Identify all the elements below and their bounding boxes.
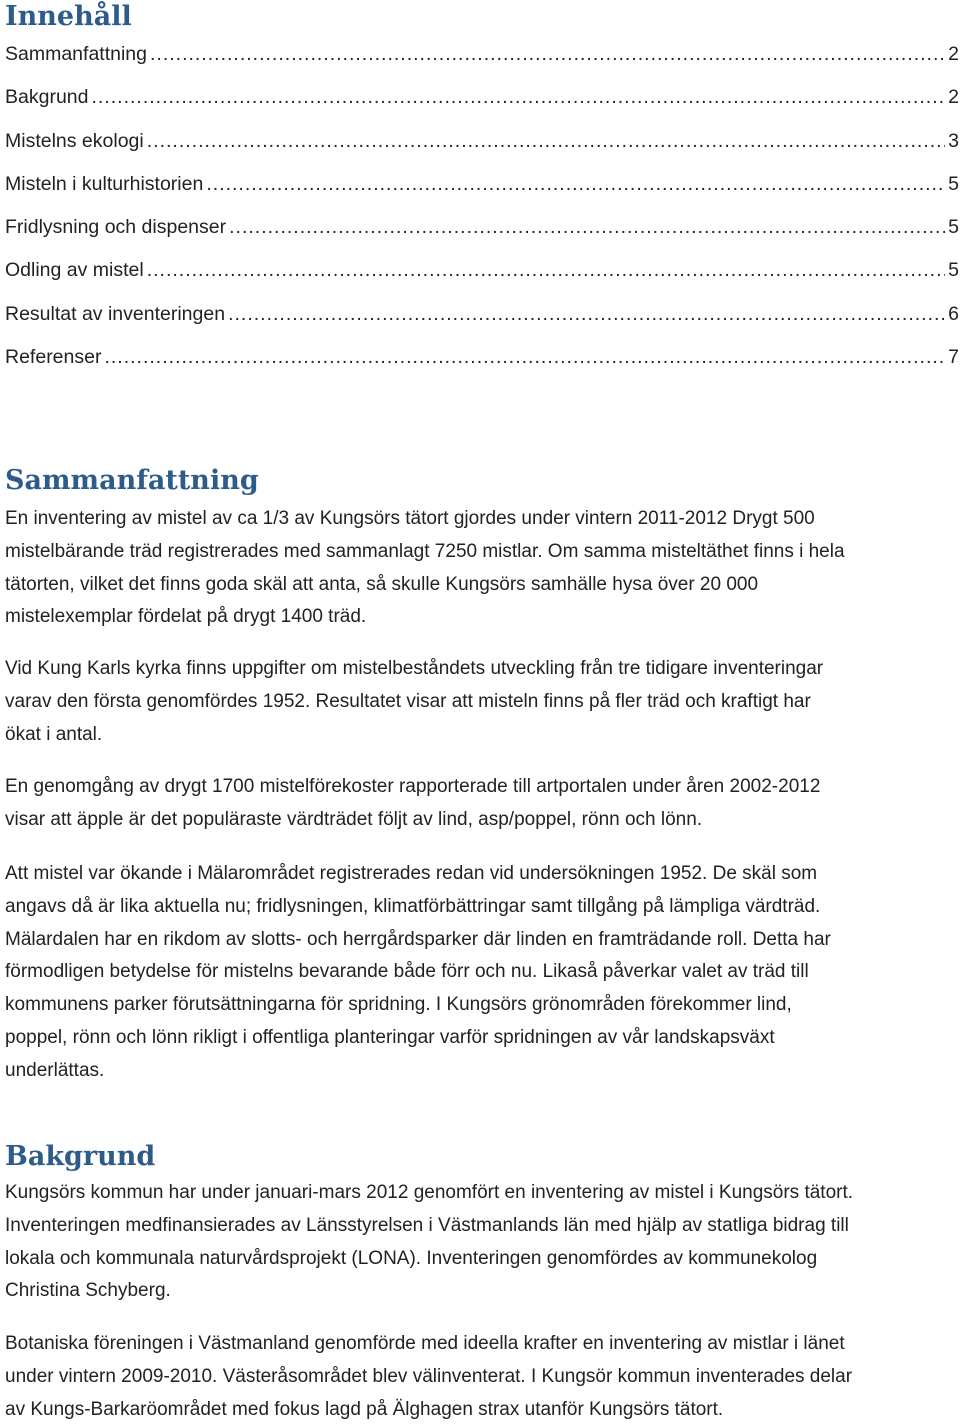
paragraph [5, 503, 845, 634]
toc-entry-mistelns-ekologi[interactable] [5, 120, 959, 163]
toc-leader-dots [150, 33, 945, 76]
toc-entry-page: 2 [948, 86, 959, 109]
text-line: visar att äpple är det populäraste värdträdet följt av lind, asp/poppel, rönn och lönn. [5, 808, 703, 830]
toc-entry-odling[interactable] [5, 249, 959, 292]
toc-entry-kulturhistorien[interactable] [5, 163, 959, 206]
text-line: underlättas. [5, 1059, 105, 1081]
toc-leader-dots [147, 249, 945, 292]
text-line: En genomgång av drygt 1700 mistelförekoster rapporterade till artportalen under åren 2002-2012 [5, 776, 821, 797]
text-line: Mälardalen har en rikdom av slotts- och herrgårdsparker där linden en framträdande roll. Detta har [5, 928, 831, 950]
text-line: tätorten, vilket det finns goda skäl att anta, så skulle Kungsörs samhälle hysa över 20 000 [5, 573, 759, 595]
toc-entry-page: 5 [948, 259, 959, 282]
toc-entry-referenser[interactable] [5, 336, 959, 379]
paragraph [5, 858, 831, 1088]
toc-heading: Innehåll [5, 1, 132, 32]
section-heading-bakgrund: Bakgrund [5, 1141, 156, 1172]
text-line: Kungsörs kommun har under januari-mars 2012 genomfört en inventering av mistel i Kungsörs tätort. [5, 1182, 854, 1203]
toc-leader-dots [104, 336, 945, 379]
toc-leader-dots [206, 163, 945, 206]
toc-leader-dots [147, 120, 945, 163]
toc-entry-bakgrund[interactable] [5, 76, 959, 119]
text-line: Vid Kung Karls kyrka finns uppgifter om mistelbeståndets utveckling från tre tidigare inventeringar [5, 658, 824, 679]
text-line: förmodligen betydelse för mistelns bevarande både förr och nu. Likaså påverkar valet av träd till [5, 961, 809, 983]
paragraph [5, 653, 823, 751]
text-line: angavs då är lika aktuella nu; fridlysningen, klimatförbättringar samt tillgång på lämpliga värdträd. [5, 895, 821, 917]
toc-entry-label: Referenser [5, 346, 102, 369]
toc-entry-resultat[interactable] [5, 293, 959, 336]
text-line: av Kungs-Barkaröområdet med fokus lagd på Älghagen strax utanför Kungsörs tätort. [5, 1398, 724, 1420]
toc-entry-page: 5 [948, 172, 959, 195]
toc-leader-dots [228, 293, 945, 336]
text-line: Inventeringen medfinansierades av Länsstyrelsen i Västmanlands län med hjälp av statliga bidrag till [5, 1214, 849, 1236]
text-line: lokala och kommunala naturvårdsprojekt (LONA). Inventeringen genomfördes av kommunekolog [5, 1247, 818, 1269]
paragraph [5, 1177, 853, 1308]
text-line: poppel, rönn och lönn rikligt i offentliga planteringar varför spridningen av vår landskapsväxt [5, 1026, 775, 1048]
toc-entry-label: Sammanfattning [5, 43, 147, 65]
text-line: En inventering av mistel av ca 1/3 av Kungsörs tätort gjordes under vintern 2011-2012 Drygt 500 [5, 508, 815, 529]
paragraph [5, 1328, 852, 1426]
toc-entry-page: 7 [948, 346, 959, 369]
text-line: ökat i antal. [5, 723, 103, 745]
toc-leader-dots [91, 76, 945, 119]
text-line: mistelexemplar fördelat på drygt 1400 träd. [5, 606, 367, 628]
text-line: mistelbärande träd registrerades med sammanlagt 7250 mistlar. Om samma misteltäthet finns i hela [5, 540, 845, 562]
text-line: under vintern 2009-2010. Västeråsområdet blev välinventerat. I Kungsör kommun inventerades delar [5, 1365, 853, 1387]
toc-entry-label: Odling av mistel [5, 259, 144, 282]
toc-entry-label: Fridlysning och dispenser [5, 216, 227, 239]
text-line: varav den första genomfördes 1952. Resultatet visar att misteln finns på fler träd och kraftigt har [5, 690, 811, 712]
toc-entry-label: Mistelns ekologi [5, 129, 144, 152]
toc-entry-page: 6 [948, 302, 959, 325]
text-line: Christina Schyberg. [5, 1280, 171, 1302]
toc-entry-page: 3 [948, 129, 959, 152]
text-line: kommunens parker förutsättningarna för spridning. I Kungsörs grönområden förekommer lind, [5, 994, 792, 1016]
paragraph [5, 771, 820, 837]
toc-entry-page: 5 [948, 216, 959, 239]
toc-entry-sammanfattning[interactable] [5, 33, 959, 76]
toc-leader-dots [229, 206, 945, 249]
toc-entry-label: Misteln i kulturhistorien [5, 172, 204, 195]
toc-entry-label: Resultat av inventeringen [5, 302, 226, 325]
section-heading-sammanfattning: Sammanfattning [5, 465, 259, 496]
toc-entry-label: Bakgrund [5, 86, 89, 109]
toc-entry-fridlysning[interactable] [5, 206, 959, 249]
toc-entry-page: 2 [948, 43, 959, 65]
text-line: Botaniska föreningen i Västmanland genomförde med ideella krafter en inventering av mistlar i länet [5, 1333, 845, 1354]
text-line: Att mistel var ökande i Mälarområdet registrerades redan vid undersökningen 1952. De skäl som [5, 863, 818, 884]
table-of-contents [5, 0, 959, 379]
